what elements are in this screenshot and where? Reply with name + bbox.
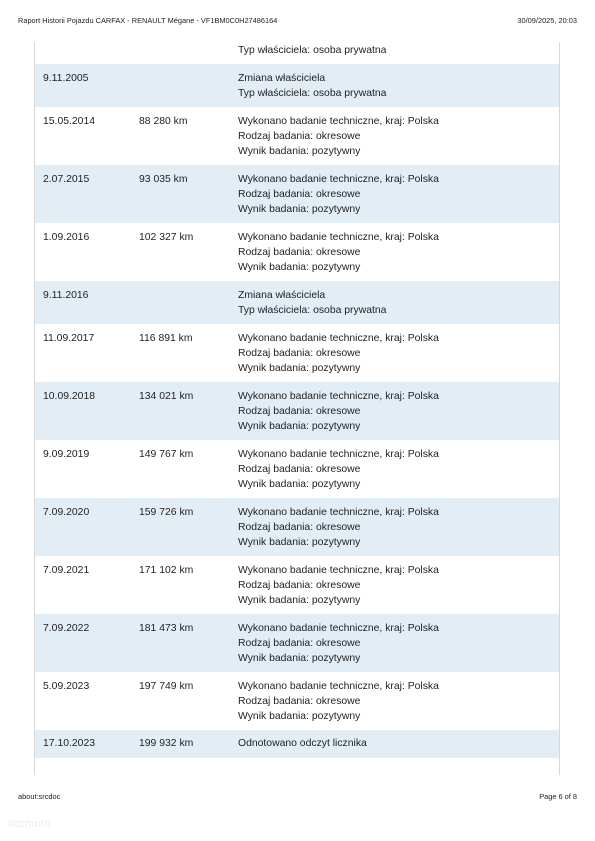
table-row [35,107,559,165]
detail-line: Wynik badania: pozytywny [238,537,361,548]
event-details [238,288,386,318]
event-details [238,230,439,275]
event-details [238,71,386,101]
odometer-reading: 102 327 km [139,232,194,243]
detail-line: Rodzaj badania: okresowe [238,406,361,417]
detail-line: Rodzaj badania: okresowe [238,189,361,200]
event-date: 5.09.2023 [43,681,90,692]
event-details [238,331,439,376]
history-table [35,42,559,758]
table-row [35,165,559,223]
table-row [35,498,559,556]
detail-line: Wynik badania: pozytywny [238,711,361,722]
table-row [35,730,559,758]
odometer-reading: 88 280 km [139,116,188,127]
detail-line: Wynik badania: pozytywny [238,146,361,157]
watermark-logo: otomoto [8,818,52,830]
detail-line: Rodzaj badania: okresowe [238,247,361,258]
event-details [238,43,386,58]
table-row [35,614,559,672]
event-details [238,736,367,751]
event-date: 9.11.2016 [43,290,89,301]
detail-line: Wynik badania: pozytywny [238,421,361,432]
odometer-reading: 181 473 km [139,623,194,634]
event-date: 7.09.2020 [43,507,90,518]
table-row [35,281,559,324]
event-details [238,172,439,217]
event-date: 9.09.2019 [43,449,90,460]
table-row [35,440,559,498]
detail-line: Wykonano badanie techniczne, kraj: Polska [238,232,439,243]
event-details [238,114,439,159]
page-number: Page 6 of 8 [539,791,577,801]
detail-line: Wykonano badanie techniczne, kraj: Polska [238,116,439,127]
print-footer [18,790,577,802]
detail-line: Wykonano badanie techniczne, kraj: Polska [238,391,439,402]
detail-line: Wynik badania: pozytywny [238,595,361,606]
event-details [238,621,439,666]
event-date: 2.07.2015 [43,174,90,185]
detail-line: Wynik badania: pozytywny [238,653,361,664]
detail-line: Rodzaj badania: okresowe [238,464,361,475]
detail-line: Rodzaj badania: okresowe [238,348,361,359]
event-date: 17.10.2023 [43,738,96,749]
detail-line: Wynik badania: pozytywny [238,262,361,273]
detail-line: Typ właściciela: osoba prywatna [238,305,387,316]
table-row [35,324,559,382]
detail-line: Rodzaj badania: okresowe [238,131,361,142]
detail-line: Wykonano badanie techniczne, kraj: Polska [238,333,439,344]
event-date: 10.09.2018 [43,391,96,402]
event-details [238,389,439,434]
odometer-reading: 116 891 km [139,333,193,344]
table-row [35,64,559,107]
detail-line: Typ właściciela: osoba prywatna [238,45,387,56]
odometer-reading: 134 021 km [139,391,194,402]
detail-line: Zmiana właściciela [238,73,326,84]
detail-line: Wykonano badanie techniczne, kraj: Polska [238,507,439,518]
odometer-reading: 93 035 km [139,174,188,185]
event-date: 7.09.2022 [43,623,90,634]
detail-line: Rodzaj badania: okresowe [238,696,361,707]
table-row [35,556,559,614]
odometer-reading: 149 767 km [139,449,194,460]
event-date: 1.09.2016 [43,232,90,243]
detail-line: Wynik badania: pozytywny [238,363,361,374]
detail-line: Rodzaj badania: okresowe [238,580,361,591]
event-date: 11.09.2017 [43,333,95,344]
table-row [35,672,559,730]
event-date: 15.05.2014 [43,116,96,127]
event-date: 9.11.2005 [43,73,89,84]
detail-line: Rodzaj badania: okresowe [238,522,361,533]
detail-line: Wynik badania: pozytywny [238,479,361,490]
odometer-reading: 171 102 km [139,565,194,576]
odometer-reading: 197 749 km [139,681,194,692]
detail-line: Wykonano badanie techniczne, kraj: Polska [238,174,439,185]
event-details [238,447,439,492]
table-row [35,223,559,281]
event-details [238,563,439,608]
footer-url: about:srcdoc [18,791,61,801]
odometer-reading: 159 726 km [139,507,194,518]
detail-line: Wykonano badanie techniczne, kraj: Polska [238,681,439,692]
detail-line: Typ właściciela: osoba prywatna [238,88,387,99]
print-header [18,14,577,26]
detail-line: Wynik badania: pozytywny [238,204,361,215]
detail-line: Wykonano badanie techniczne, kraj: Polska [238,623,439,634]
event-details [238,505,439,550]
table-row [35,382,559,440]
detail-line: Odnotowano odczyt licznika [238,738,367,749]
print-datetime: 30/09/2025, 20:03 [517,15,577,25]
detail-line: Rodzaj badania: okresowe [238,638,361,649]
detail-line: Wykonano badanie techniczne, kraj: Polska [238,565,439,576]
event-details [238,679,439,724]
event-date: 7.09.2021 [43,565,90,576]
detail-line: Zmiana właściciela [238,290,326,301]
odometer-reading: 199 932 km [139,738,194,749]
report-title: Raport Historii Pojazdu CARFAX - RENAULT Mégane - VF1BM0C0H27486164 [18,15,278,25]
detail-line: Wykonano badanie techniczne, kraj: Polska [238,449,439,460]
table-row [35,42,559,64]
